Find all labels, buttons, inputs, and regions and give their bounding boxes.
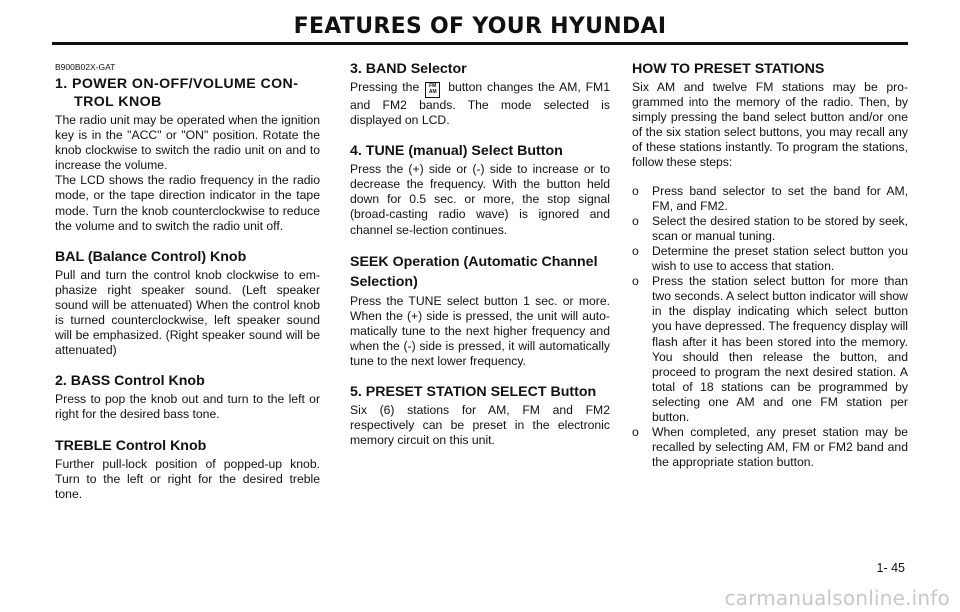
heading-line-2: TROL KNOB xyxy=(74,94,162,110)
list-item: o Press the station select button for more than two seconds. A select button indicator will show in the display indicating which select button you have depressed. The frequency display will flash after it has been stored into the memory. You should then release the button, and proceed to program the next desired station. A total of 18 stations can be programmed by selecting one AM and one FM station per button. xyxy=(632,274,908,424)
header-divider xyxy=(52,42,908,45)
balance-paragraph: Pull and turn the control knob clockwise to em-phasize right speaker sound. (Left speaker sound will be attenuated) When the control knob is turned counterclockwise, left speaker sound will be emphasized. (Right speaker sound will be attenuated) xyxy=(55,267,320,358)
heading-bass-knob: 2. BASS Control Knob xyxy=(55,373,205,390)
fm-am-button-icon: FM AM xyxy=(425,82,440,98)
heading-balance-knob: BAL (Balance Control) Knob xyxy=(55,248,247,265)
heading-tune-button: 4. TUNE (manual) Select Button xyxy=(350,143,563,160)
list-item: o Press band selector to set the band for AM, FM, and FM2. xyxy=(632,183,908,213)
band-text-before: Pressing the xyxy=(350,80,420,94)
middle-column xyxy=(350,60,610,448)
heading-how-to-preset: HOW TO PRESET STATIONS xyxy=(632,61,825,77)
band-paragraph xyxy=(350,80,610,128)
heading-preset-button: 5. PRESET STATION SELECT Button xyxy=(350,384,597,401)
bass-paragraph: Press to pop the knob out and turn to the left or right for the desired bass tone. xyxy=(55,392,320,422)
page-header-title: FEATURES OF YOUR HYUNDAI xyxy=(293,14,667,39)
preset-steps-list xyxy=(632,184,908,471)
preset-intro-paragraph: Six AM and twelve FM stations may be pro-grammed into the memory of the radio. Then, by simply pressing the band select button and/or one of the six station select buttons, you may recall any of these stations instantly. To program the stations, follow these steps: xyxy=(632,80,908,170)
right-column xyxy=(632,60,908,470)
list-item: o Determine the preset station select button you wish to use to access that station. xyxy=(632,243,908,274)
heading-band-selector: 3. BAND Selector xyxy=(350,61,467,77)
power-paragraph-2: The LCD shows the radio frequency in the radio mode, or the tape direction indicator in the tape mode. Turn the knob counterclockwise to reduce the volume and to switch the radio unit off. xyxy=(55,173,320,233)
preset-paragraph: Six (6) stations for AM, FM and FM2 respectively can be preset in the electronic memory circuit on this unit. xyxy=(350,403,610,448)
section-code: B900B02X-GAT xyxy=(55,62,116,72)
band-text-after: button changes the AM, FM1 and FM2 bands. The mode selected is displayed on LCD. xyxy=(350,80,610,128)
left-column xyxy=(55,60,320,502)
heading-treble-knob: TREBLE Control Knob xyxy=(55,437,207,454)
seek-paragraph: Press the TUNE select button 1 sec. or more. When the (+) side is pressed, the unit will auto-matically tune to the next higher frequency and when the (-) side is pressed, it will automatically tune to the next lower frequency. xyxy=(350,293,610,369)
list-item: o When completed, any preset station may be recalled by selecting AM, FM or FM2 band and the appropriate station button. xyxy=(632,425,908,470)
watermark: carmanualsonline.info xyxy=(724,586,950,610)
power-paragraph-1: The radio unit may be operated when the ignition key is in the "ACC" or "ON" position. Rotate the knob clockwise to switch the radio unit on and to increase the volume. xyxy=(55,113,320,173)
heading-seek-operation: SEEK Operation (Automatic Channel Selection) xyxy=(350,253,598,290)
heading-line-1: 1. POWER ON-OFF/VOLUME CON- xyxy=(55,76,299,92)
treble-paragraph: Further pull-lock position of popped-up knob. Turn to the left or right for the desired treble tone. xyxy=(55,456,320,501)
heading-power-volume-knob xyxy=(55,75,320,111)
tune-paragraph: Press the (+) side or (-) side to increase or to decrease the frequency. With the button held down for 0.5 sec. or more, the stop signal (broad-casting radio wave) is ignored and channel se-lection continues. xyxy=(350,162,610,237)
list-item: o Select the desired station to be stored by seek, scan or manual tuning. xyxy=(632,213,908,243)
page-number: 1- 45 xyxy=(876,561,905,575)
